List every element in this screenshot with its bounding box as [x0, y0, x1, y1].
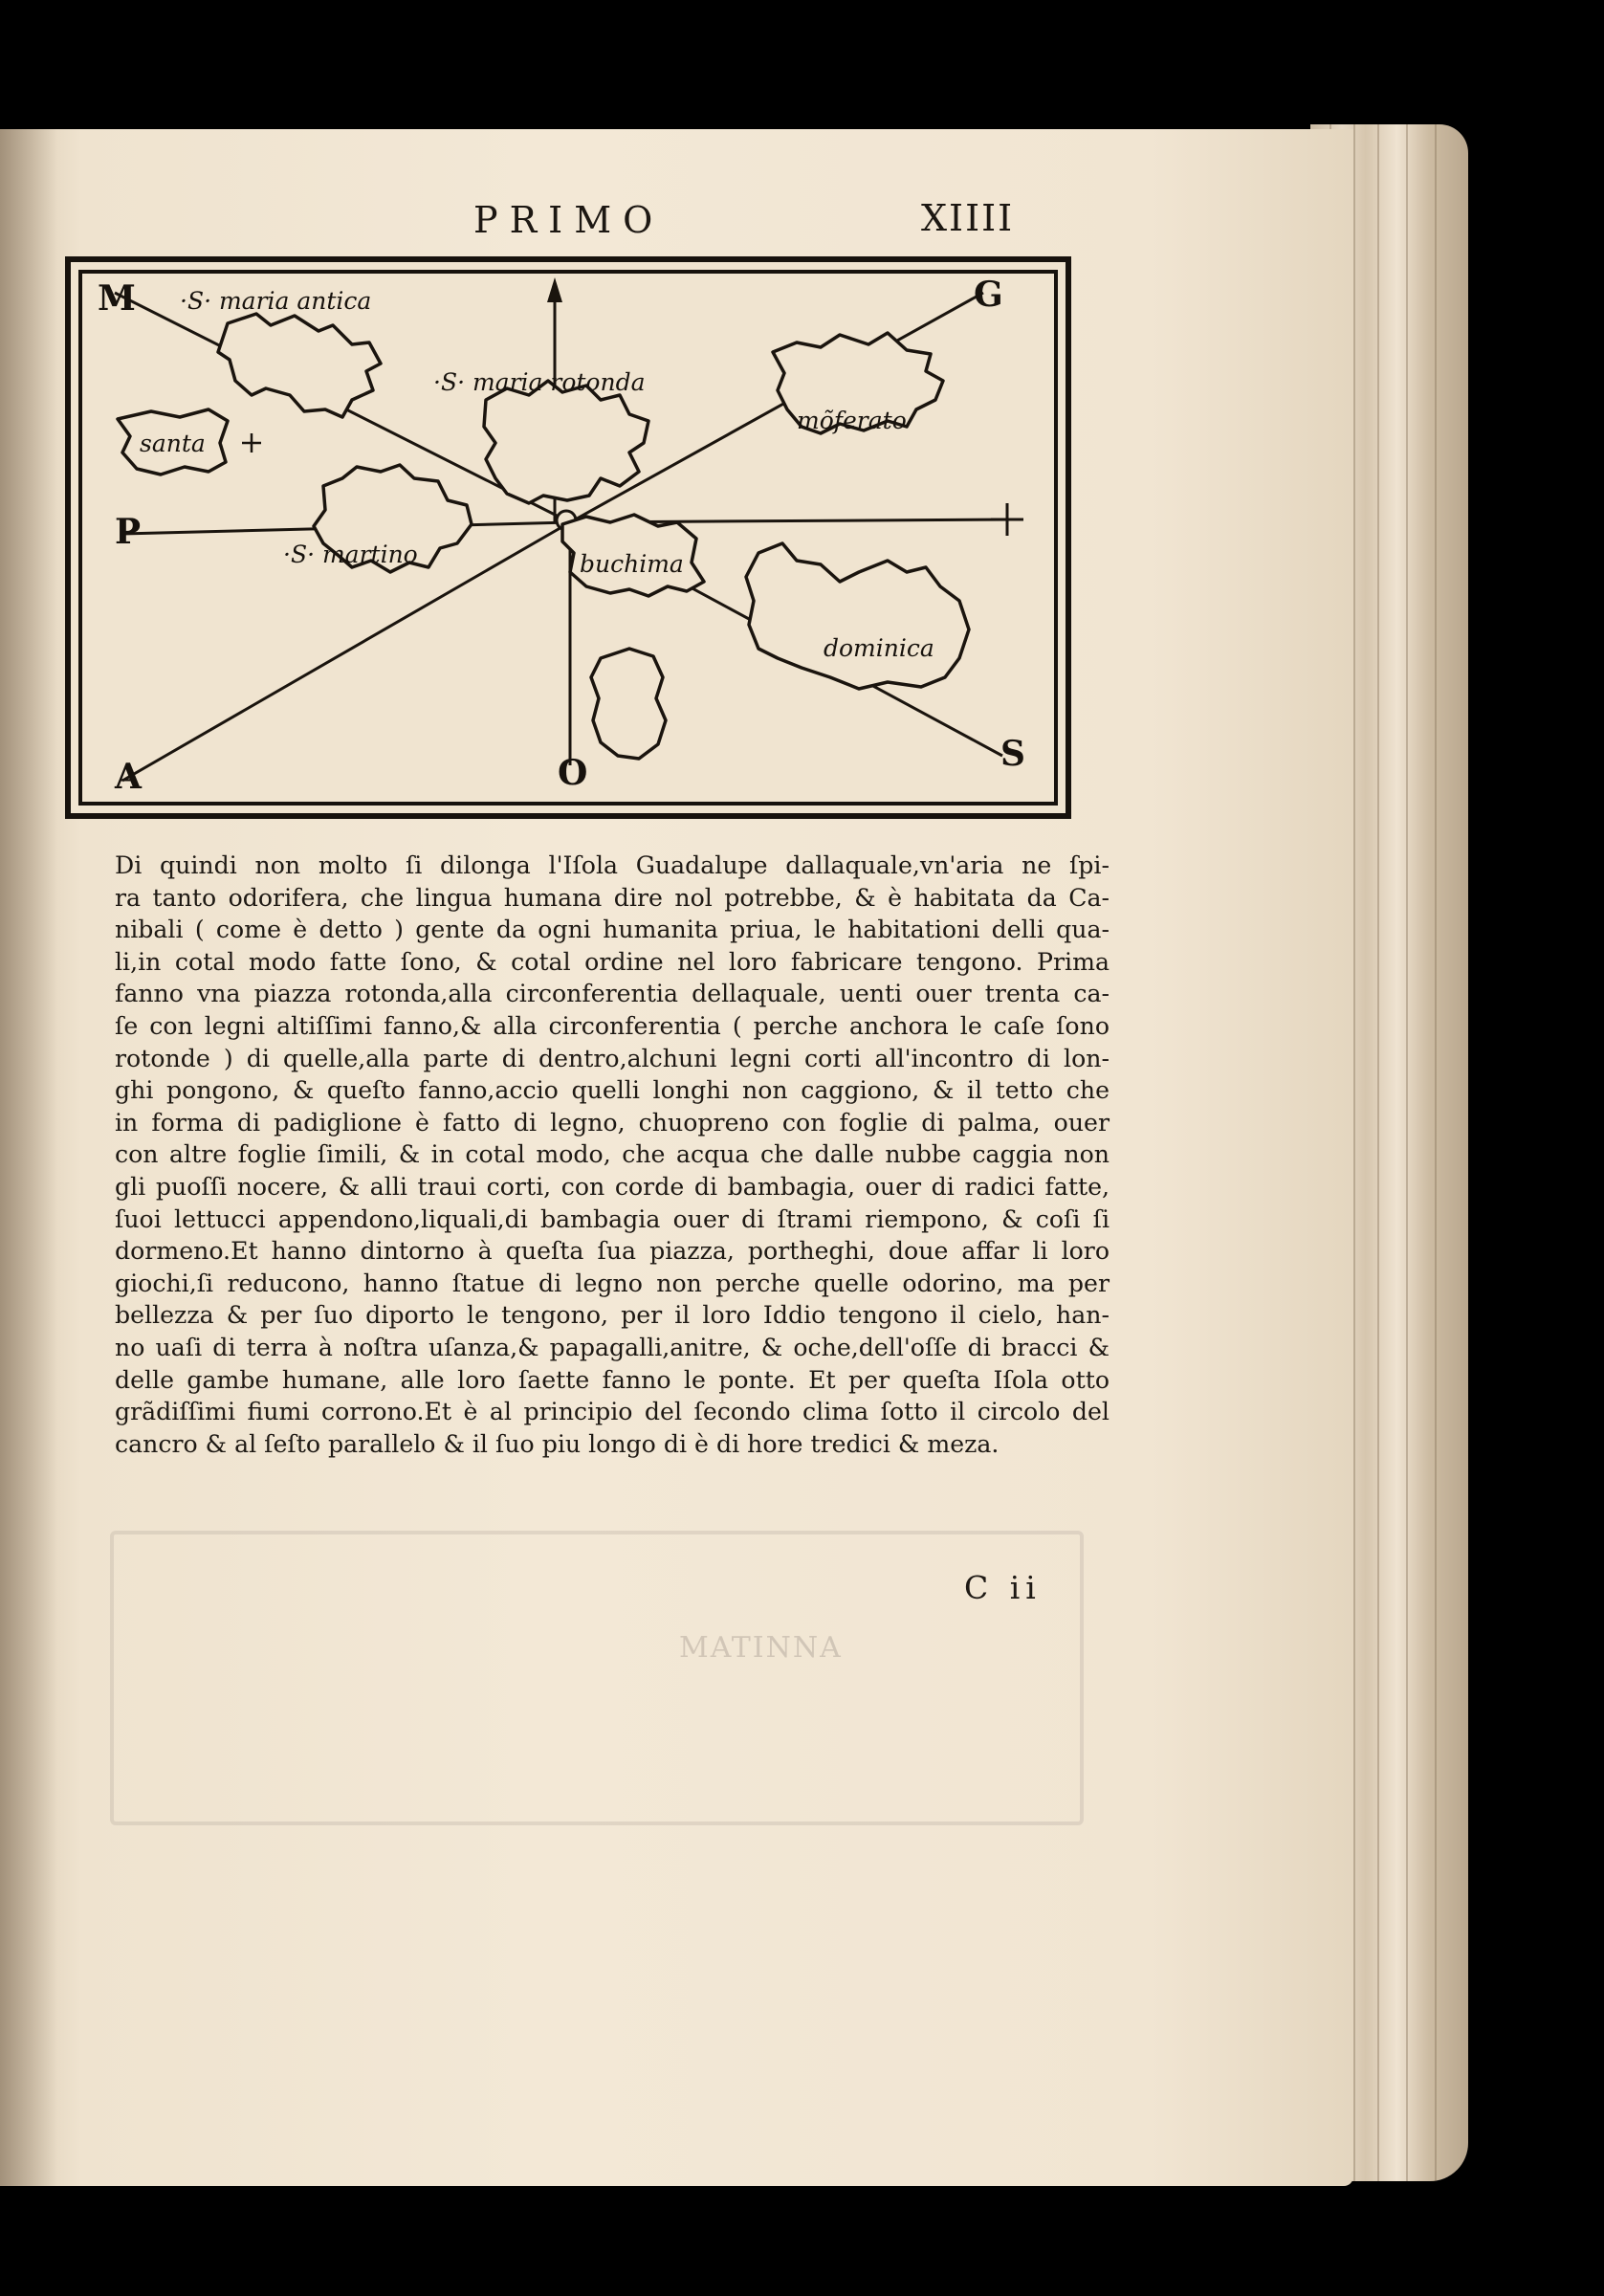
- show-through-text: MATINNA: [679, 1631, 843, 1665]
- text-line: grãdiſſimi fiumi corrono.Et è al principio del ſecondo clima ſotto il circolo del: [115, 1398, 1110, 1426]
- text-line: bellezza & per ſuo diporto le tengono, per il loro Iddio tengono il cielo, han-: [115, 1301, 1110, 1330]
- text-line: con altre foglie ſimili, & in cotal modo, che acqua che dalle nubbe caggia non: [115, 1140, 1110, 1169]
- text-line: cancro & al ſeſto parallelo & il ſuo piu longo di è di hore tredici & meza.: [115, 1429, 1000, 1458]
- label-monferato: mõferato: [797, 407, 907, 434]
- label-santa: santa: [140, 430, 206, 457]
- running-head: PRIMO: [473, 199, 665, 241]
- text-line: dormeno.Et hanno dintorno à queſta ſua piazza, portheghi, doue affar li loro: [115, 1237, 1110, 1266]
- show-through-ghost-map: [110, 1531, 1084, 1825]
- text-line: fanno vna piazza rotonda,alla circonferentia dellaquale, uenti ouer trenta ca-: [115, 980, 1110, 1008]
- woodcut-map: [65, 256, 1071, 819]
- text-line: giochi,ſi reducono, hanno ſtatue di legno non perche quelle odorino, ma per: [115, 1269, 1110, 1297]
- compass-letter-m: M: [98, 278, 136, 319]
- island-guadalupe-small: [591, 649, 666, 759]
- compass-letter-a: A: [115, 757, 142, 797]
- spine-shadow: [0, 129, 57, 2186]
- text-line: delle gambe humane, alle loro ſaette fanno le ponte. Et per queſta Iſola otto: [115, 1365, 1110, 1394]
- compass-letter-s: S: [1000, 734, 1025, 774]
- text-line: in forma di padiglione è fatto di legno, chuopreno con foglie di palma, ouer: [115, 1108, 1110, 1137]
- text-line: nibali ( come è detto ) gente da ogni humanita priua, le habitationi delli qua-: [115, 916, 1110, 944]
- label-s-maria-rotonda: ·S· maria rotonda: [433, 368, 646, 396]
- text-line: ra tanto odorifera, che lingua humana dire nol potrebbe, & è habitata da Ca-: [115, 883, 1110, 912]
- label-buchima: buchima: [580, 550, 684, 578]
- text-line: ſuoi lettucci appendono,liquali,di bambagia ouer di ſtrami riempono, & coſi ſi: [115, 1204, 1110, 1233]
- compass-letter-g: G: [974, 275, 1003, 315]
- label-s-maria-antica: ·S· maria antica: [180, 287, 372, 315]
- text-line: rotonde ) di quelle,alla parte di dentro,alchuni legni corti all'incontro di lon-: [115, 1044, 1110, 1072]
- signature-mark: C ii: [964, 1569, 1042, 1606]
- text-line: ſe con legni altiſſimi fanno,& alla circonferentia ( perche anchora le caſe ſono: [115, 1011, 1110, 1040]
- text-line: li,in cotal modo fatte ſono, & cotal ordine nel loro fabricare tengono. Prima: [115, 947, 1110, 976]
- compass-letter-o: O: [558, 753, 588, 793]
- label-dominica: dominica: [824, 634, 934, 662]
- text-line: no uaſi di terra à noſtra uſanza,& papagalli,anitre, & oche,dell'oſſe di bracci &: [115, 1333, 1110, 1361]
- folio-number: XIIII: [921, 197, 1015, 239]
- text-line: ghi pongono, & queſto fanno,accio quelli longhi non caggiono, & il tetto che: [115, 1076, 1110, 1105]
- compass-letter-p: P: [115, 512, 142, 552]
- label-s-martino: ·S· martino: [283, 541, 418, 568]
- text-line: Di quindi non molto ſi dilonga l'Iſola Guadalupe dallaquale,vn'aria ne ſpi-: [115, 851, 1110, 879]
- text-line: gli puoſſi nocere, & alli traui corti, con corde di bambagia, ouer di radici fatte,: [115, 1172, 1110, 1201]
- body-text: [115, 850, 1110, 1460]
